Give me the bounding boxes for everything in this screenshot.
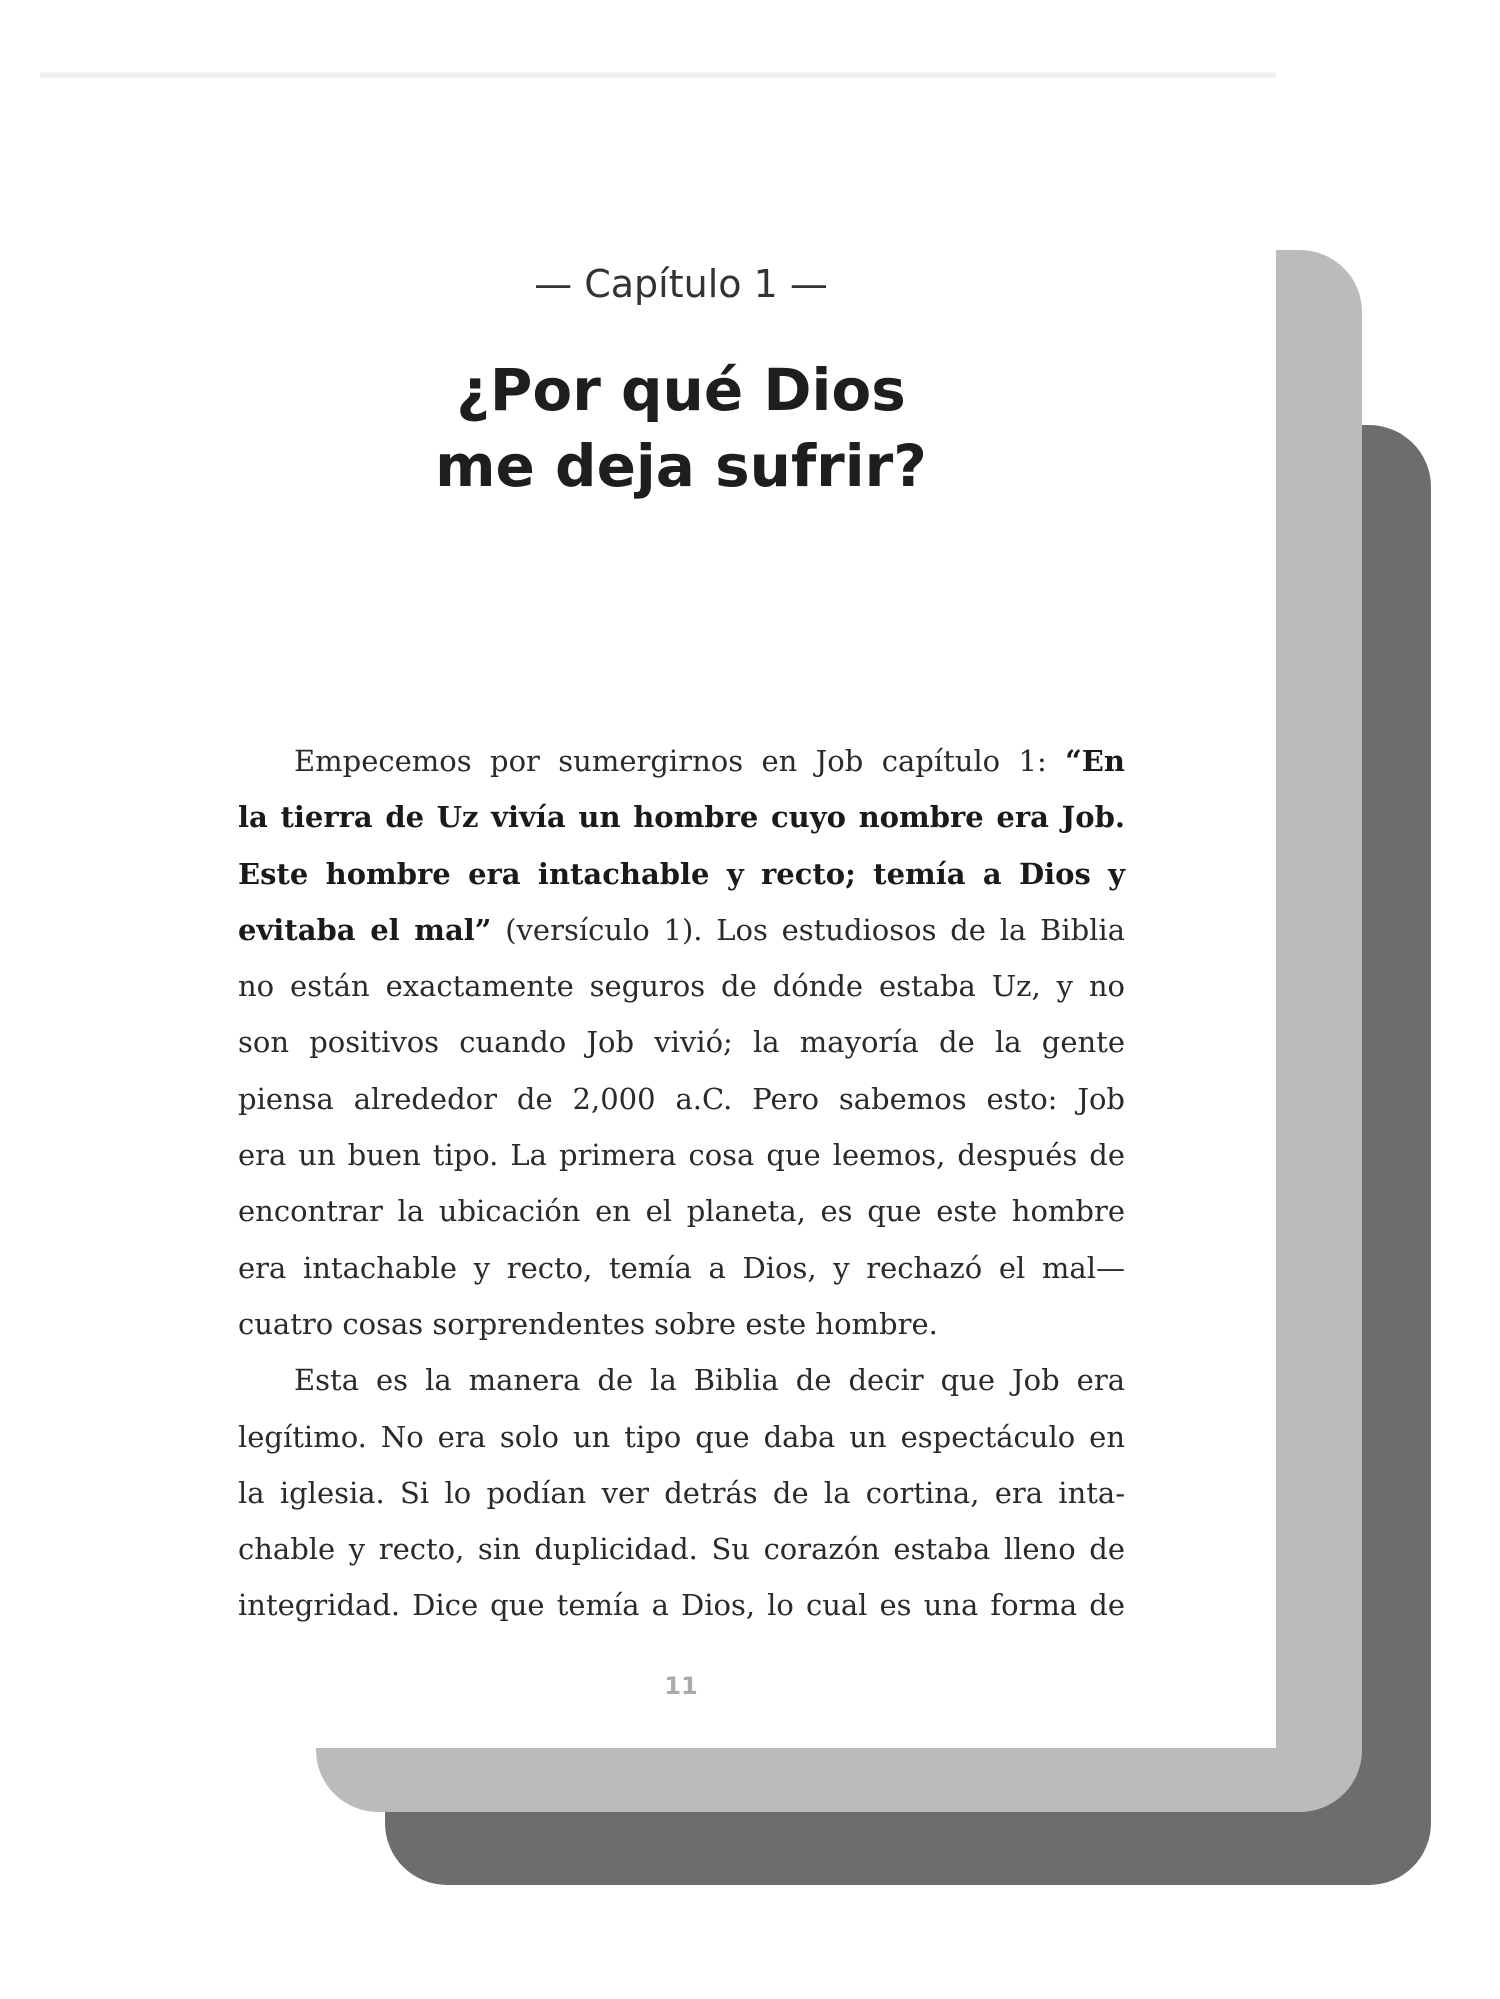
text-segment: no están exactamente seguros de dónde estaba Uz, y no (238, 969, 1125, 1004)
text-segment: la iglesia. Si lo podían ver detrás de la cortina, era inta- (238, 1475, 1125, 1510)
text-segment: legítimo. No era solo un tipo que daba un espectáculo en (238, 1419, 1125, 1454)
page-number: 11 (664, 1672, 698, 1700)
text-segment: piensa alrededor de 2,000 a.C. Pero sabemos esto: Job (238, 1081, 1125, 1116)
text-segment: son positivos cuando Job vivió; la mayoría de la gente (238, 1025, 1125, 1060)
text-line (238, 1577, 1125, 1633)
text-line (238, 1014, 1125, 1070)
body-text (238, 733, 1125, 1634)
text-segment: chable y recto, sin duplicidad. Su corazón estaba lleno de (238, 1532, 1125, 1567)
chapter-title-line: ¿Por qué Dios (456, 356, 906, 424)
text-line (238, 1240, 1125, 1296)
text-line (238, 1183, 1125, 1239)
text-segment: era un buen tipo. La primera cosa que leemos, después de (238, 1138, 1125, 1173)
bold-quote-text: “En (1065, 744, 1125, 778)
text-line (238, 958, 1125, 1014)
text-segment: Esta es la manera de la Biblia de decir que Job era (294, 1363, 1125, 1398)
text-segment: integridad. Dice que temía a Dios, lo cual es una forma de (238, 1588, 1125, 1623)
text-line (238, 1296, 1125, 1352)
bold-quote-text: la tierra de Uz vivía un hombre cuyo nombre era Job. (238, 800, 1125, 835)
text-segment: encontrar la ubicación en el planeta, es que este hombre (238, 1194, 1125, 1229)
top-divider (40, 72, 1276, 78)
text-segment: Empecemos por sumergirnos en Job capítulo 1: (294, 744, 1066, 778)
text-line (238, 846, 1125, 902)
text-line (238, 1127, 1125, 1183)
bold-quote-text: Este hombre era intachable y recto; temía a Dios y (238, 856, 1125, 891)
chapter-label: — Capítulo 1 — (534, 262, 828, 306)
text-line (238, 1071, 1125, 1127)
text-segment: (versículo 1). Los estudiosos de la Biblia (491, 912, 1125, 947)
text-line (238, 1465, 1125, 1521)
text-line (238, 733, 1125, 789)
text-line (238, 1352, 1125, 1408)
text-line (238, 902, 1125, 958)
text-segment: era intachable y recto, temía a Dios, y rechazó el mal— (238, 1250, 1125, 1285)
text-line (238, 1409, 1125, 1465)
bold-quote-text: evitaba el mal” (238, 912, 492, 947)
text-line (238, 1521, 1125, 1577)
chapter-title (0, 352, 1362, 504)
text-segment: cuatro cosas sorprendentes sobre este hombre. (238, 1306, 938, 1341)
chapter-title-line: me deja sufrir? (435, 432, 927, 500)
text-line (238, 789, 1125, 845)
